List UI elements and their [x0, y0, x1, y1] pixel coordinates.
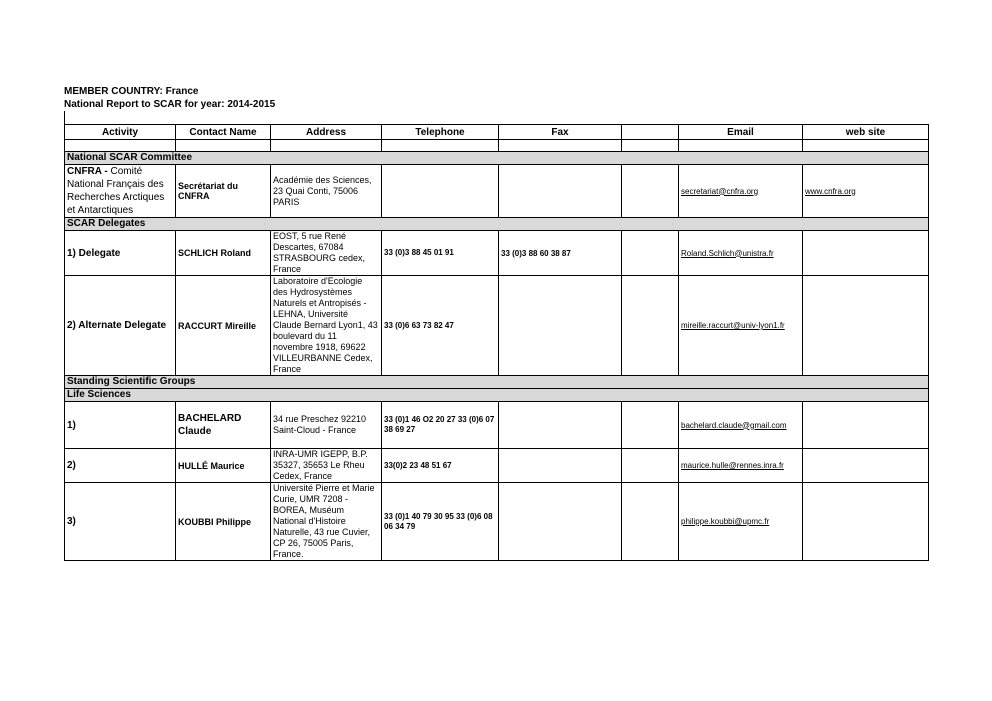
cnfra-address: Académie des Sciences, 23 Quai Conti, 75006 PARIS [271, 165, 382, 218]
life-row-email-link[interactable]: bachelard.claude@gmail.com [681, 420, 787, 430]
cnfra-activity [65, 165, 176, 218]
life-row-activity: 2) [65, 449, 176, 483]
delegate-contact: SCHLICH Roland [176, 231, 271, 276]
alternate-email-link[interactable]: mireille.raccurt@univ-lyon1.fr [681, 321, 785, 330]
delegate-activity: 1) Delegate [65, 231, 176, 276]
col-website: web site [803, 125, 929, 140]
col-telephone: Telephone [382, 125, 499, 140]
life-row-activity: 3) [65, 483, 176, 561]
report-title: National Report to SCAR for year: 2014-2015 [64, 99, 276, 110]
col-activity: Activity [65, 125, 176, 140]
col-address: Address [271, 125, 382, 140]
cnfra-email-link[interactable]: secretariat@cnfra.org [681, 186, 759, 196]
life-row-contact: BACHELARD Claude [176, 402, 271, 449]
life-row-address: 34 rue Preschez 92210 Saint-Cloud - France [271, 402, 382, 449]
life-row-contact: HULLÉ Maurice [176, 449, 271, 483]
cnfra-website-link[interactable]: www.cnfra.org [805, 186, 856, 196]
life-row-telephone: 33(0)2 23 48 51 67 [382, 449, 499, 483]
column-header-row [65, 125, 929, 140]
cnfra-acronym: CNFRA - [67, 166, 111, 177]
delegate-address: EOST, 5 rue René Descartes, 67084 STRASBOURG cedex, France [271, 231, 382, 276]
cnfra-contact: Secrétariat du CNFRA [176, 165, 271, 218]
alternate-telephone: 33 (0)6 63 73 82 47 [382, 276, 499, 376]
table-row-alternate [65, 276, 929, 376]
section-title: Life Sciences [65, 389, 271, 402]
life-row-address: INRA-UMR IGEPP, B.P. 35327, 35653 Le Rheu Cedex, France [271, 449, 382, 483]
alternate-address: Laboratoire d'Ecologie des Hydrosystèmes Naturels et Antropisés - LEHNA, Université Claude Bernard Lyon1, 43 boulevard du 11 novembre 1918, 69622 VILLEURBANNE Cedex, France [271, 276, 382, 376]
life-row-activity: 1) [65, 402, 176, 449]
delegate-telephone: 33 (0)3 88 45 01 91 [382, 231, 499, 276]
section-delegates [65, 218, 929, 231]
delegate-fax: 33 (0)3 88 60 38 87 [499, 231, 622, 276]
alternate-activity: 2) Alternate Delegate [65, 276, 176, 376]
section-ssg [65, 376, 929, 389]
section-title: SCAR Delegates [65, 218, 271, 231]
section-national-committee [65, 152, 929, 165]
table-row [65, 402, 929, 449]
section-title: Standing Scientific Groups [65, 376, 271, 389]
life-row-contact: KOUBBI Philippe [176, 483, 271, 561]
cnfra-full-name: Comité National Français des Recherches Arctiques et Antarctiques [67, 166, 165, 216]
life-row-address: Université Pierre et Marie Curie, UMR 7208 - BOREA, Muséum National d'Histoire Naturelle, 43 rue Cuvier, CP 26, 75005 Paris, France. [271, 483, 382, 561]
table-row-delegate [65, 231, 929, 276]
col-fax: Fax [499, 125, 622, 140]
table-row-cnfra [65, 165, 929, 218]
table-row [65, 483, 929, 561]
life-row-email-link[interactable]: philippe.koubbi@upmc.fr [681, 517, 770, 526]
col-empty [622, 125, 679, 140]
section-life-sciences [65, 389, 929, 402]
spacer-row [65, 140, 929, 152]
header-spacer [64, 111, 275, 125]
delegate-email-link[interactable]: Roland.Schlich@unistra.fr [681, 248, 774, 258]
section-title: National SCAR Committee [65, 152, 271, 165]
life-row-telephone: 33 (0)1 40 79 30 95 33 (0)6 08 06 34 79 [382, 483, 499, 561]
col-email: Email [679, 125, 803, 140]
life-row-telephone: 33 (0)1 46 O2 20 27 33 (0)6 07 38 69 27 [382, 402, 499, 449]
national-report-table [64, 124, 929, 561]
member-country-label: MEMBER COUNTRY: France [64, 86, 199, 97]
col-contact-name: Contact Name [176, 125, 271, 140]
life-row-email-link[interactable]: maurice.hulle@rennes.inra.fr [681, 461, 784, 470]
report-header [64, 85, 275, 125]
alternate-contact: RACCURT Mireille [176, 276, 271, 376]
table-row [65, 449, 929, 483]
